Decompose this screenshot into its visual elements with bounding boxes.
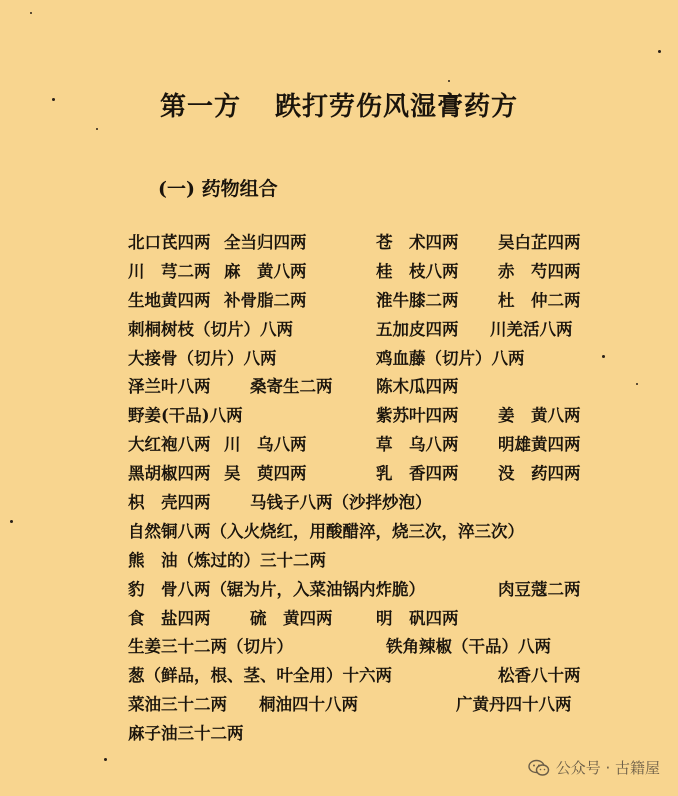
ingredient-line bbox=[128, 547, 618, 576]
ingredient-item: 赤 芍四两 bbox=[498, 261, 581, 281]
ingredient-item: 补骨脂二两 bbox=[224, 290, 307, 310]
prescription-name: 跌打劳伤风湿膏药方 bbox=[275, 92, 519, 122]
ingredient-item: 全当归四两 bbox=[224, 233, 307, 252]
ingredient-item: 姜 黄八两 bbox=[498, 406, 581, 426]
ingredient-item: 生姜三十二两（切片） bbox=[128, 637, 293, 657]
ingredient-item: 北口芪四两 bbox=[128, 233, 211, 252]
ingredient-item: 大红袍八两 bbox=[128, 435, 211, 455]
ingredient-line bbox=[128, 402, 618, 431]
ingredient-line bbox=[128, 229, 618, 258]
ingredient-item: 马钱子八两（沙拌炒泡） bbox=[250, 493, 432, 513]
ingredient-list bbox=[128, 229, 618, 749]
ingredient-line bbox=[128, 431, 618, 460]
ingredient-line bbox=[128, 345, 618, 374]
ingredient-item: 明雄黄四两 bbox=[498, 435, 581, 455]
ingredient-item: 川 芎二两 bbox=[128, 261, 211, 281]
ingredient-item: 杜 仲二两 bbox=[498, 290, 581, 310]
scan-speck bbox=[636, 383, 638, 385]
ingredient-line bbox=[128, 576, 618, 605]
ingredient-item: 松香八十两 bbox=[498, 666, 581, 686]
ingredient-item: 硫 黄四两 bbox=[250, 608, 333, 628]
ingredient-line bbox=[128, 518, 618, 547]
ingredient-item: 吴 萸四两 bbox=[224, 464, 307, 484]
scan-speck bbox=[52, 98, 55, 101]
ingredient-item: 乳 香四两 bbox=[376, 464, 459, 484]
ingredient-item: 铁角辣椒（干品）八两 bbox=[386, 637, 551, 657]
ingredient-item: 淮牛膝二两 bbox=[376, 290, 459, 310]
ingredient-line bbox=[128, 373, 618, 402]
ingredient-item: 麻 黄八两 bbox=[224, 261, 307, 281]
ingredient-line bbox=[128, 605, 618, 634]
ingredient-item: 桑寄生二两 bbox=[250, 377, 333, 397]
ingredient-item: 自然铜八两（入火烧红，用酸醋淬，烧三次，淬三次） bbox=[128, 521, 524, 541]
scan-speck bbox=[448, 80, 450, 82]
ingredient-item: 黑胡椒四两 bbox=[128, 464, 211, 484]
ingredient-item: 泽兰叶八两 bbox=[128, 377, 211, 397]
ingredient-item: 刺桐树枝（切片）八两 bbox=[128, 319, 293, 339]
ingredient-line bbox=[128, 287, 618, 316]
ingredient-item: 吴白芷四两 bbox=[498, 233, 581, 252]
ingredient-line bbox=[128, 460, 618, 489]
ingredient-item: 明 矾四两 bbox=[376, 608, 459, 628]
ingredient-line bbox=[128, 258, 618, 287]
ingredient-line bbox=[128, 662, 618, 691]
scan-speck bbox=[658, 50, 661, 53]
watermark-text: 公众号 · 古籍屋 bbox=[555, 759, 660, 777]
section-heading: (一) 药物组合 bbox=[158, 178, 278, 200]
ingredient-item: 野姜(干品)八两 bbox=[128, 406, 243, 426]
ingredient-item: 枳 壳四两 bbox=[128, 493, 211, 513]
ingredient-item: 陈木瓜四两 bbox=[376, 377, 459, 397]
ingredient-item: 肉豆蔻二两 bbox=[498, 579, 581, 599]
scan-speck bbox=[10, 520, 13, 523]
ingredient-item: 麻子油三十二两 bbox=[128, 724, 244, 744]
ingredient-item: 五加皮四两 bbox=[376, 319, 459, 339]
wechat-icon bbox=[528, 759, 550, 777]
ingredient-item: 桐油四十八两 bbox=[259, 695, 358, 715]
ingredient-item: 菜油三十二两 bbox=[128, 695, 227, 715]
ingredient-item: 川羌活八两 bbox=[490, 319, 573, 339]
ingredient-item: 广黄丹四十八两 bbox=[456, 695, 572, 715]
prescription-title bbox=[160, 86, 518, 123]
ingredient-item: 熊 油（炼过的）三十二两 bbox=[128, 550, 326, 570]
scan-speck bbox=[96, 128, 98, 130]
ingredient-item: 草 乌八两 bbox=[376, 435, 459, 455]
watermark bbox=[528, 757, 660, 778]
ingredient-item: 食 盐四两 bbox=[128, 608, 211, 628]
ingredient-item: 紫苏叶四两 bbox=[376, 406, 459, 426]
ingredient-item: 鸡血藤（切片）八两 bbox=[376, 348, 525, 368]
ingredient-item: 没 药四两 bbox=[498, 464, 581, 484]
prescription-number: 第一方 bbox=[160, 92, 242, 122]
ingredient-line bbox=[128, 489, 618, 518]
scan-speck bbox=[30, 12, 32, 14]
ingredient-item: 川 乌八两 bbox=[224, 435, 307, 455]
ingredient-item: 大接骨（切片）八两 bbox=[128, 348, 277, 368]
ingredient-line bbox=[128, 633, 618, 662]
scan-speck bbox=[104, 758, 107, 761]
ingredient-item: 葱（鲜品，根、茎、叶全用）十六两 bbox=[128, 666, 392, 686]
ingredient-item: 豹 骨八两（锯为片，入菜油锅内炸脆） bbox=[128, 579, 425, 599]
ingredient-line bbox=[128, 316, 618, 345]
ingredient-line bbox=[128, 691, 618, 720]
ingredient-item: 桂 枝八两 bbox=[376, 261, 459, 281]
scan-speck bbox=[602, 355, 605, 358]
ingredient-item: 苍 术四两 bbox=[376, 233, 459, 252]
ingredient-line bbox=[128, 720, 618, 749]
ingredient-item: 生地黄四两 bbox=[128, 290, 211, 310]
